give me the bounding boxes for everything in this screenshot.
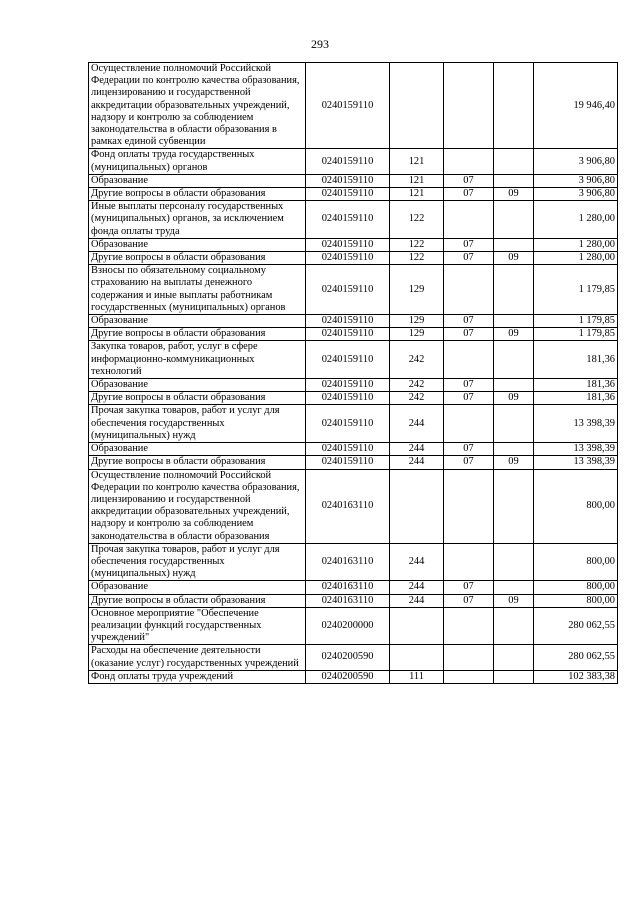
amount-cell: 1 280,00 xyxy=(534,201,618,239)
row-name-cell: Осуществление полномочий Российской Федерации по контролю качества образования, лицензированию и государственной аккредитации образовательных учреждений, надзору и контролю за соблюдением законодательства в области образования xyxy=(89,469,306,543)
row-name-cell: Прочая закупка товаров, работ и услуг для обеспечения государственных (муниципальных) нужд xyxy=(89,405,306,443)
target-code-cell: 0240163110 xyxy=(306,581,390,594)
target-code-cell: 0240159110 xyxy=(306,149,390,174)
target-code-cell: 0240159110 xyxy=(306,265,390,315)
subsection-cell xyxy=(494,670,534,683)
row-name-cell: Другие вопросы в области образования xyxy=(89,392,306,405)
target-code-cell: 0240163110 xyxy=(306,469,390,543)
amount-cell: 800,00 xyxy=(534,469,618,543)
section-cell xyxy=(444,670,494,683)
row-name-cell: Закупка товаров, работ, услуг в сфере информационно-коммуникационных технологий xyxy=(89,341,306,379)
table-row xyxy=(89,581,618,594)
expense-type-cell xyxy=(390,63,444,149)
section-cell xyxy=(444,645,494,670)
table-row xyxy=(89,238,618,251)
subsection-cell xyxy=(494,443,534,456)
subsection-cell xyxy=(494,238,534,251)
row-name-cell: Образование xyxy=(89,581,306,594)
row-name-cell: Осуществление полномочий Российской Федерации по контролю качества образования, лицензированию и государственной аккредитации образовательных учреждений, надзору и контролю за соблюдением законодательства в области образования в рамках единой субвенции xyxy=(89,63,306,149)
table-row xyxy=(89,670,618,683)
row-name-cell: Другие вопросы в области образования xyxy=(89,188,306,201)
table-row xyxy=(89,405,618,443)
table-row xyxy=(89,341,618,379)
row-name-cell: Фонд оплаты труда учреждений xyxy=(89,670,306,683)
section-cell: 07 xyxy=(444,238,494,251)
row-name-cell: Фонд оплаты труда государственных (муниципальных) органов xyxy=(89,149,306,174)
subsection-cell: 09 xyxy=(494,328,534,341)
expense-type-cell: 242 xyxy=(390,341,444,379)
target-code-cell: 0240159110 xyxy=(306,392,390,405)
amount-cell: 800,00 xyxy=(534,581,618,594)
amount-cell: 19 946,40 xyxy=(534,63,618,149)
subsection-cell: 09 xyxy=(494,188,534,201)
section-cell: 07 xyxy=(444,315,494,328)
expense-type-cell: 244 xyxy=(390,594,444,607)
expense-type-cell: 122 xyxy=(390,238,444,251)
amount-cell: 13 398,39 xyxy=(534,443,618,456)
target-code-cell: 0240159110 xyxy=(306,456,390,469)
subsection-cell xyxy=(494,379,534,392)
table-row xyxy=(89,188,618,201)
table-row xyxy=(89,645,618,670)
target-code-cell: 0240159110 xyxy=(306,238,390,251)
amount-cell: 181,36 xyxy=(534,341,618,379)
row-name-cell: Иные выплаты персоналу государственных (муниципальных) органов, за исключением фонда оплаты труда xyxy=(89,201,306,239)
subsection-cell: 09 xyxy=(494,456,534,469)
section-cell xyxy=(444,149,494,174)
table-row xyxy=(89,456,618,469)
section-cell xyxy=(444,543,494,581)
subsection-cell xyxy=(494,607,534,645)
expense-type-cell: 111 xyxy=(390,670,444,683)
expense-type-cell: 244 xyxy=(390,443,444,456)
expense-type-cell: 129 xyxy=(390,315,444,328)
section-cell: 07 xyxy=(444,174,494,187)
table-row xyxy=(89,469,618,543)
expense-type-cell: 244 xyxy=(390,581,444,594)
subsection-cell xyxy=(494,405,534,443)
row-name-cell: Образование xyxy=(89,174,306,187)
row-name-cell: Образование xyxy=(89,379,306,392)
row-name-cell: Образование xyxy=(89,238,306,251)
expense-type-cell: 242 xyxy=(390,392,444,405)
subsection-cell: 09 xyxy=(494,594,534,607)
expense-type-cell: 122 xyxy=(390,252,444,265)
target-code-cell: 0240159110 xyxy=(306,443,390,456)
target-code-cell: 0240163110 xyxy=(306,543,390,581)
expense-type-cell: 121 xyxy=(390,174,444,187)
amount-cell: 102 383,38 xyxy=(534,670,618,683)
expense-type-cell xyxy=(390,607,444,645)
target-code-cell: 0240200590 xyxy=(306,645,390,670)
expense-type-cell xyxy=(390,469,444,543)
amount-cell: 280 062,55 xyxy=(534,607,618,645)
table-row xyxy=(89,252,618,265)
budget-table xyxy=(88,62,618,684)
section-cell xyxy=(444,265,494,315)
table-row xyxy=(89,201,618,239)
section-cell: 07 xyxy=(444,392,494,405)
amount-cell: 181,36 xyxy=(534,379,618,392)
section-cell xyxy=(444,607,494,645)
amount-cell: 3 906,80 xyxy=(534,174,618,187)
expense-type-cell: 121 xyxy=(390,149,444,174)
table-row xyxy=(89,174,618,187)
row-name-cell: Расходы на обеспечение деятельности (оказание услуг) государственных учреждений xyxy=(89,645,306,670)
subsection-cell xyxy=(494,469,534,543)
subsection-cell xyxy=(494,63,534,149)
amount-cell: 1 280,00 xyxy=(534,252,618,265)
section-cell xyxy=(444,469,494,543)
amount-cell: 3 906,80 xyxy=(534,149,618,174)
table-row xyxy=(89,543,618,581)
amount-cell: 181,36 xyxy=(534,392,618,405)
page-number: 293 xyxy=(311,37,329,51)
subsection-cell: 09 xyxy=(494,252,534,265)
target-code-cell: 0240159110 xyxy=(306,315,390,328)
expense-type-cell: 122 xyxy=(390,201,444,239)
section-cell: 07 xyxy=(444,443,494,456)
section-cell xyxy=(444,341,494,379)
budget-table-body xyxy=(89,63,618,684)
expense-type-cell: 244 xyxy=(390,405,444,443)
subsection-cell xyxy=(494,149,534,174)
subsection-cell xyxy=(494,645,534,670)
row-name-cell: Взносы по обязательному социальному страхованию на выплаты денежного содержания и иные выплаты работникам государственных (муниципальных) органов xyxy=(89,265,306,315)
table-row xyxy=(89,315,618,328)
row-name-cell: Другие вопросы в области образования xyxy=(89,594,306,607)
target-code-cell: 0240159110 xyxy=(306,201,390,239)
row-name-cell: Прочая закупка товаров, работ и услуг для обеспечения государственных (муниципальных) нужд xyxy=(89,543,306,581)
section-cell: 07 xyxy=(444,328,494,341)
section-cell: 07 xyxy=(444,188,494,201)
target-code-cell: 0240159110 xyxy=(306,188,390,201)
target-code-cell: 0240159110 xyxy=(306,63,390,149)
subsection-cell xyxy=(494,265,534,315)
target-code-cell: 0240200590 xyxy=(306,670,390,683)
target-code-cell: 0240159110 xyxy=(306,252,390,265)
expense-type-cell xyxy=(390,645,444,670)
subsection-cell xyxy=(494,543,534,581)
target-code-cell: 0240159110 xyxy=(306,405,390,443)
subsection-cell xyxy=(494,581,534,594)
target-code-cell: 0240159110 xyxy=(306,379,390,392)
row-name-cell: Основное мероприятие "Обеспечение реализации функций государственных учреждений" xyxy=(89,607,306,645)
amount-cell: 13 398,39 xyxy=(534,405,618,443)
amount-cell: 1 280,00 xyxy=(534,238,618,251)
subsection-cell xyxy=(494,174,534,187)
amount-cell: 280 062,55 xyxy=(534,645,618,670)
section-cell: 07 xyxy=(444,252,494,265)
section-cell xyxy=(444,201,494,239)
amount-cell: 1 179,85 xyxy=(534,265,618,315)
table-row xyxy=(89,594,618,607)
target-code-cell: 0240163110 xyxy=(306,594,390,607)
amount-cell: 3 906,80 xyxy=(534,188,618,201)
target-code-cell: 0240200000 xyxy=(306,607,390,645)
table-row xyxy=(89,328,618,341)
amount-cell: 1 179,85 xyxy=(534,315,618,328)
target-code-cell: 0240159110 xyxy=(306,341,390,379)
table-row xyxy=(89,149,618,174)
amount-cell: 1 179,85 xyxy=(534,328,618,341)
table-row xyxy=(89,63,618,149)
row-name-cell: Другие вопросы в области образования xyxy=(89,328,306,341)
expense-type-cell: 242 xyxy=(390,379,444,392)
table-row xyxy=(89,379,618,392)
section-cell: 07 xyxy=(444,594,494,607)
amount-cell: 800,00 xyxy=(534,594,618,607)
section-cell xyxy=(444,405,494,443)
expense-type-cell: 129 xyxy=(390,265,444,315)
section-cell: 07 xyxy=(444,456,494,469)
subsection-cell xyxy=(494,341,534,379)
expense-type-cell: 121 xyxy=(390,188,444,201)
subsection-cell xyxy=(494,315,534,328)
row-name-cell: Образование xyxy=(89,315,306,328)
table-row xyxy=(89,607,618,645)
target-code-cell: 0240159110 xyxy=(306,174,390,187)
section-cell: 07 xyxy=(444,379,494,392)
expense-type-cell: 244 xyxy=(390,543,444,581)
table-row xyxy=(89,443,618,456)
amount-cell: 13 398,39 xyxy=(534,456,618,469)
expense-type-cell: 244 xyxy=(390,456,444,469)
row-name-cell: Другие вопросы в области образования xyxy=(89,456,306,469)
section-cell: 07 xyxy=(444,581,494,594)
subsection-cell: 09 xyxy=(494,392,534,405)
row-name-cell: Образование xyxy=(89,443,306,456)
expense-type-cell: 129 xyxy=(390,328,444,341)
section-cell xyxy=(444,63,494,149)
target-code-cell: 0240159110 xyxy=(306,328,390,341)
table-row xyxy=(89,265,618,315)
table-row xyxy=(89,392,618,405)
subsection-cell xyxy=(494,201,534,239)
amount-cell: 800,00 xyxy=(534,543,618,581)
row-name-cell: Другие вопросы в области образования xyxy=(89,252,306,265)
